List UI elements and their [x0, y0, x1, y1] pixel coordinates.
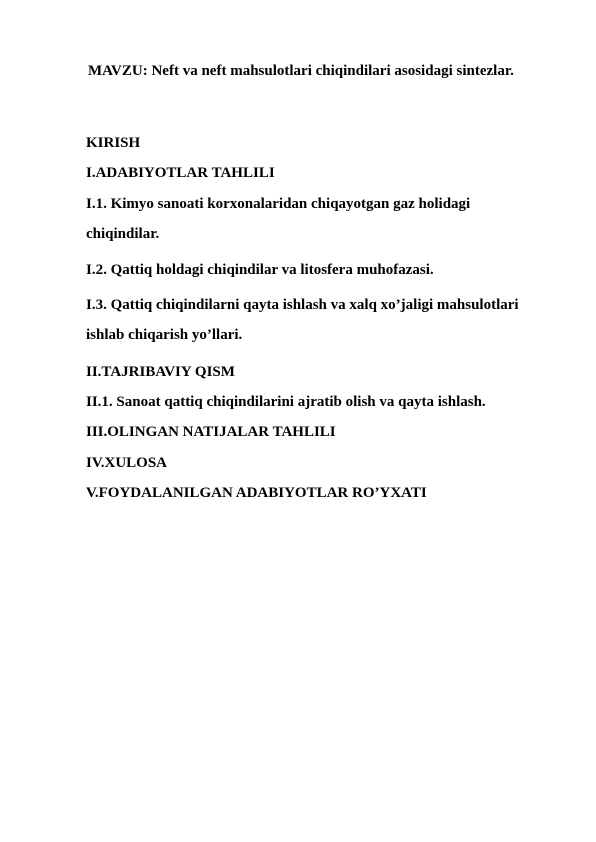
toc-item-1-2: I.2. Qattiq holdagi chiqindilar va litosfera muhofazasi. — [86, 262, 434, 278]
toc-item-1-3-line-1: I.3. Qattiq chiqindilarni qayta ishlash va xalq xo’jaligi mahsulotlari — [86, 297, 519, 313]
toc-item-xulosa: IV.XULOSA — [86, 455, 167, 471]
document-title: MAVZU: Neft va neft mahsulotlari chiqindilari asosidagi sintezlar. — [88, 63, 514, 79]
toc-item-adabiyotlar-tahlili: I.ADABIYOTLAR TAHLILI — [86, 165, 275, 181]
toc-item-1-1-line-1: I.1. Kimyo sanoati korxonalaridan chiqayotgan gaz holidagi — [86, 196, 471, 212]
toc-item-adabiyotlar-royxati: V.FOYDALANILGAN ADABIYOTLAR RO’YXATI — [86, 485, 427, 501]
toc-item-2-1: II.1. Sanoat qattiq chiqindilarini ajratib olish va qayta ishlash. — [86, 394, 486, 410]
toc-item-natijalar-tahlili: III.OLINGAN NATIJALAR TAHLILI — [86, 424, 336, 440]
toc-item-kirish: KIRISH — [86, 135, 141, 151]
toc-item-1-1-line-2: chiqindilar. — [86, 226, 160, 242]
toc-item-1-3-line-2: ishlab chiqarish yo’llari. — [86, 327, 243, 343]
toc-item-tajribaviy-qism: II.TAJRIBAVIY QISM — [86, 364, 235, 380]
